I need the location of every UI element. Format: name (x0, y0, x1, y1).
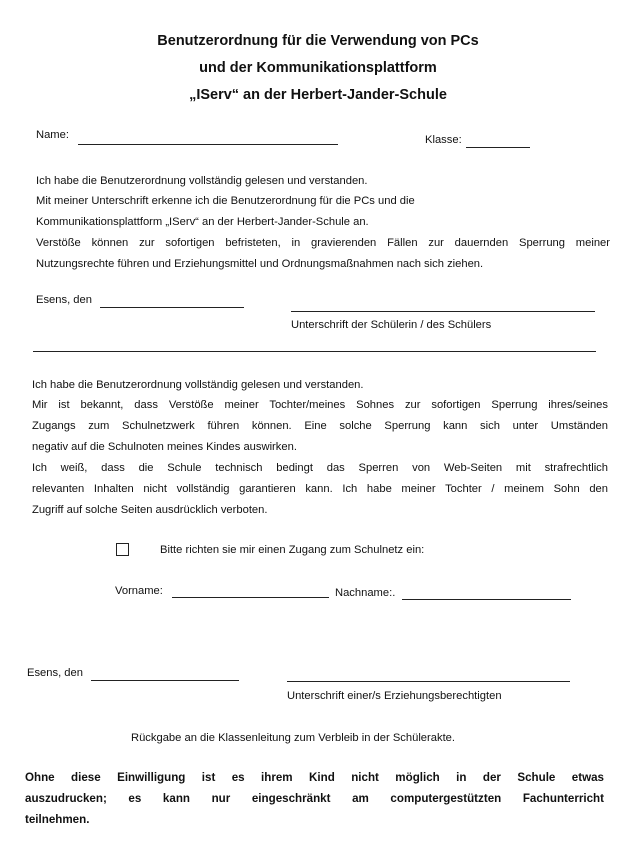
warning-line-2: auszudrucken; es kann nur eingeschränkt am computergestützten Fachunterricht (25, 792, 604, 805)
student-signature-caption: Unterschrift der Schülerin / des Schülers (291, 319, 492, 331)
parent-text-line-1: Ich habe die Benutzerordnung vollständig gelesen und verstanden. (32, 379, 364, 391)
return-note: Rückgabe an die Klassenleitung zum Verbleib in der Schülerakte. (131, 732, 456, 744)
parent-text-line-2: Mir ist bekannt, dass Verstöße meiner Tochter/meines Sohnes zur sofortigen Sperrung ihres/seines (32, 399, 608, 411)
student-text-line-1: Ich habe die Benutzerordnung vollständig gelesen und verstanden. (36, 175, 368, 187)
warning-line-3: teilnehmen. (25, 813, 90, 826)
student-text-line-5: Nutzungsrechte führen und Erziehungsmittel und Ordnungsmaßnahmen nach sich ziehen. (36, 258, 484, 270)
parent-signature-field[interactable] (287, 681, 570, 682)
parent-place-label: Esens, den (27, 667, 83, 679)
title-line-1: Benutzerordnung für die Verwendung von PCs (157, 33, 479, 49)
student-text-line-4: Verstöße können zur sofortigen befristeten, in gravierenden Fällen zur dauernden Sperrung meiner (36, 237, 610, 249)
name-label: Name: (36, 129, 69, 141)
lastname-label: Nachname:. (335, 587, 396, 599)
section-divider (33, 351, 596, 352)
name-field[interactable] (78, 144, 338, 145)
parent-text-line-5: Ich weiß, dass die Schule technisch bedingt das Sperren von Web-Seiten mit strafrechtlich (32, 462, 608, 474)
title-line-2: und der Kommunikationsplattform (199, 60, 437, 76)
firstname-field[interactable] (172, 597, 329, 598)
class-field[interactable] (466, 147, 530, 148)
parent-text-line-6: relevanten Inhalten nicht vollständig garantieren kann. Ich habe meiner Tochter / meinem Sohn den (32, 483, 608, 495)
student-text-line-3: Kommunikationsplattform „IServ“ an der Herbert-Jander-Schule an. (36, 216, 369, 228)
student-text-line-2: Mit meiner Unterschrift erkenne ich die Benutzerordnung für die PCs und die (36, 195, 415, 207)
firstname-label: Vorname: (115, 585, 163, 597)
title-line-3: „IServ“ an der Herbert-Jander-Schule (189, 87, 447, 103)
parent-text-line-3: Zugangs zum Schulnetzwerk führen können. Eine solche Sperrung kann sich unter Umständen (32, 420, 608, 432)
parent-date-field[interactable] (91, 680, 239, 681)
access-request-checkbox[interactable] (116, 543, 129, 556)
class-label: Klasse: (425, 134, 462, 146)
parent-signature-caption: Unterschrift einer/s Erziehungsberechtigten (287, 690, 502, 702)
student-signature-field[interactable] (291, 311, 595, 312)
lastname-field[interactable] (402, 599, 571, 600)
student-place-label: Esens, den (36, 294, 92, 306)
access-request-label: Bitte richten sie mir einen Zugang zum Schulnetz ein: (160, 544, 425, 556)
parent-text-line-4: negativ auf die Schulnoten meines Kindes auswirken. (32, 441, 297, 453)
student-date-field[interactable] (100, 307, 244, 308)
warning-line-1: Ohne diese Einwilligung ist es ihrem Kind nicht möglich in der Schule etwas (25, 771, 604, 784)
parent-text-line-7: Zugriff auf solche Seiten ausdrücklich verboten. (32, 504, 268, 516)
